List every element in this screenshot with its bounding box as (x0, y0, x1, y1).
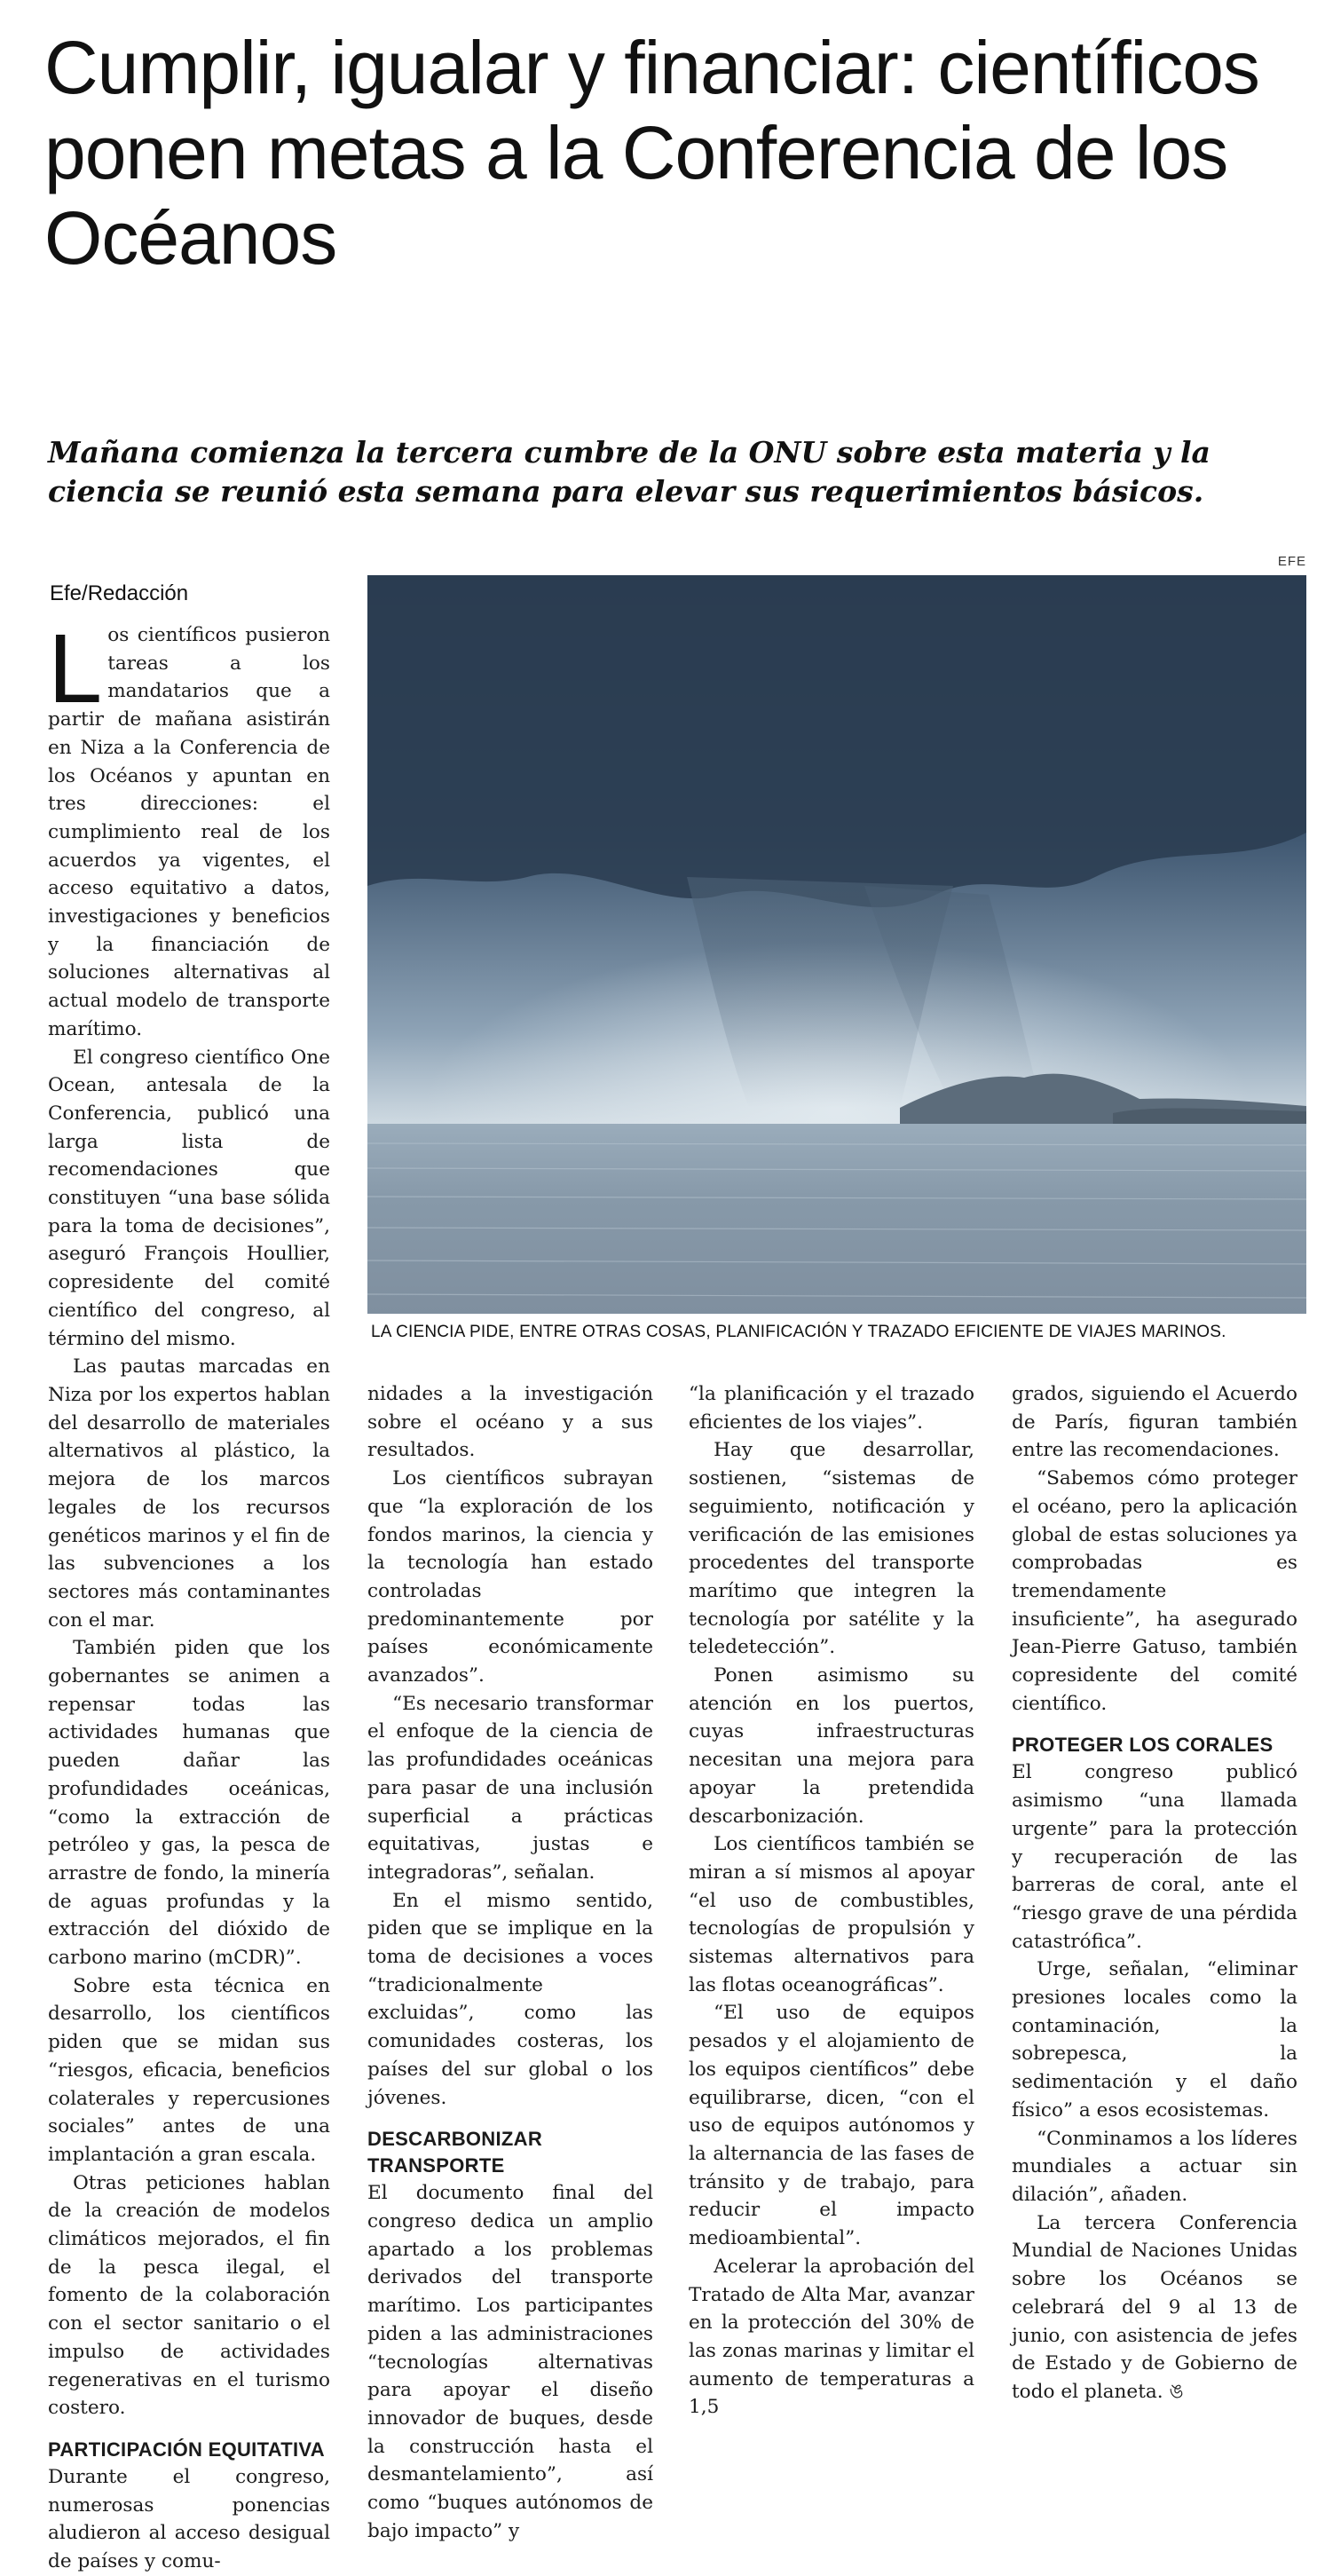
paragraph: También piden que los gobernantes se animen a repensar todas las actividades humanas que pueden dañar las profundidades oceánicas, “como la extracción de petróleo y gas, la pesca de arrastre de fondo, la minería de aguas profundas y la extracción del dióxido de carbono marino (mCDR)”. (48, 1637, 330, 1970)
byline: Efe/Redacción (50, 581, 189, 605)
subheadline: Mañana comienza la tercera cumbre de la ONU sobre esta materia y la ciencia se reunió esta semana para elevar sus requerimientos básicos. (48, 435, 1211, 509)
photo-credit: EFE (1277, 554, 1306, 569)
paragraph: Ponen asimismo su atención en los puertos, cuyas infraestructuras necesitan una mejora para apoyar la pretendida descarbonización. (689, 1664, 974, 1828)
paragraph: El documento final del congreso dedica un amplio apartado a los problemas derivados del transporte marítimo. Los participantes piden a las administraciones “tecnologías alternativas para apoyar el diseño innovador de buques, desde la construcción hasta el desmantelamiento”, así como “buques autónomos de bajo impacto” y (367, 2182, 653, 2542)
paragraph: Durante el congreso, numerosas ponencias aludieron al acceso desigual de países y comu- (48, 2466, 330, 2573)
paragraph: Los científicos también se miran a sí mismos al apoyar “el uso de combustibles, tecnologías de propulsión y sistemas alternativos para las flotas oceanográficas”. (689, 1833, 974, 1996)
paragraph: “El uso de equipos pesados y el alojamiento de los equipos científicos” debe equilibrarse, dicen, “con el uso de equipos autónomos y la alternancia de las fases de tránsito y de trabajo, para reducir el impacto medioambiental”. (689, 2002, 974, 2250)
paragraph: El congreso científico One Ocean, antesala de la Conferencia, publicó una larga lista de recomendaciones que constituyen “una base sólida para la toma de decisiones”, aseguró François Houllier, copresidente del comité científico del congreso, al término del mismo. (48, 1046, 330, 1350)
paragraph: Otras peticiones hablan de la creación de modelos climáticos mejorados, el fin de la pesca ilegal, el fomento de la colaboración con el sector sanitario o el impulso de actividades regenerativas en el turismo costero. (48, 2171, 330, 2420)
paragraph: “Conminamos a los líderes mundiales a actuar sin dilación”, añaden. (1012, 2127, 1297, 2206)
paragraph: Acelerar la aprobación del Tratado de Alta Mar, avanzar en la protección del 30% de las zonas marinas y limitar el aumento de temperaturas a 1,5 (689, 2255, 974, 2419)
paragraph: Las pautas marcadas en Niza por los expertos hablan del desarrollo de materiales alternativos al plástico, la mejora de los marcos legales de los recursos genéticos marinos y el fin de las subvenciones a los sectores más contaminantes con el mar. (48, 1355, 330, 1632)
paragraph: “Es necesario transformar el enfoque de la ciencia de las profundidades oceánicas para pasar de una inclusión superficial a prácticas equitativas, justas e integradoras”, señalan. (367, 1692, 653, 1884)
paragraph: grados, siguiendo el Acuerdo de París, figuran también entre las recomendaciones. (1012, 1383, 1297, 1462)
paragraph: El congreso publicó asimismo “una llamada urgente” para la protección y recuperación de las barreras de coral, ante el “riesgo grave de una pérdida catastrófica”. (1012, 1761, 1297, 1953)
end-mark-icon: ঙ (1169, 2380, 1184, 2403)
photo-caption: LA CIENCIA PIDE, ENTRE OTRAS COSAS, PLANIFICACIÓN Y TRAZADO EFICIENTE DE VIAJES MARINOS. (371, 1323, 1226, 1341)
paragraph: Sobre esta técnica en desarrollo, los científicos piden que se midan sus “riesgos, eficacia, beneficios colaterales y repercusiones sociales” antes de una implantación a gran escala. (48, 1974, 330, 2166)
paragraph: La tercera Conferencia Mundial de Naciones Unidas sobre los Océanos se celebrará del 9 al 13 de junio, con asistencia de jefes de Estado y de Gobierno de todo el planeta. ঙ (1012, 2211, 1297, 2403)
paragraph: nidades a la investigación sobre el océano y a sus resultados. (367, 1383, 653, 1462)
paragraph: “la planificación y el trazado eficientes de los viajes”. (689, 1383, 974, 1434)
article-column-4 (1012, 1380, 1297, 2406)
article-column-3 (689, 1380, 974, 2422)
headline: Cumplir, igualar y financiar: científicos ponen metas a la Conferencia de los Océanos (44, 26, 1259, 280)
section-heading: PARTICIPACIÓN EQUITATIVA (48, 2438, 325, 2461)
paragraph: Los científicos subrayan que “la exploración de los fondos marinos, la ciencia y la tecnología han estado controladas predominantemente por países económicamente avanzados”. (367, 1467, 653, 1687)
section-heading: PROTEGER LOS CORALES (1012, 1734, 1274, 1757)
storm-over-sea-photo (367, 575, 1306, 1314)
paragraph: “Sabemos cómo proteger el océano, pero la aplicación global de estas soluciones ya comprobadas es tremendamente insuficiente”, ha asegurado Jean-Pierre Gatuso, también copresidente del comité científico. (1012, 1467, 1297, 1715)
lead-paragraph: Los científicos pusieron tareas a los mandatarios que a partir de mañana asistirán en Niza a la Conferencia de los Océanos y apuntan en tres direcciones: el cumplimiento real de los acuerdos ya vigentes, el acceso equitativo a datos, investigaciones y beneficios y la financiación de soluciones alternativas al actual modelo de transporte marítimo. (48, 614, 330, 1040)
paragraph: Hay que desarrollar, sostienen, “sistemas de seguimiento, notificación y verificación de las emisiones procedentes del transporte marítimo que integren la tecnología por satélite y la teledetección”. (689, 1439, 974, 1659)
paragraph: Urge, señalan, “eliminar presiones locales como la contaminación, la sobrepesca, la sedimentación y el daño físico” a esos ecosistemas. (1012, 1958, 1297, 2122)
drop-cap: L (48, 614, 103, 723)
article-column-2 (367, 1380, 653, 2545)
paragraph: En el mismo sentido, piden que se implique en la toma de decisiones a voces “tradicionalmente excluidas”, como las comunidades costeras, los países del sur global o los jóvenes. (367, 1889, 653, 2109)
article-column-1 (48, 614, 330, 2576)
section-heading: DESCARBONIZAR TRANSPORTE (367, 2128, 543, 2177)
